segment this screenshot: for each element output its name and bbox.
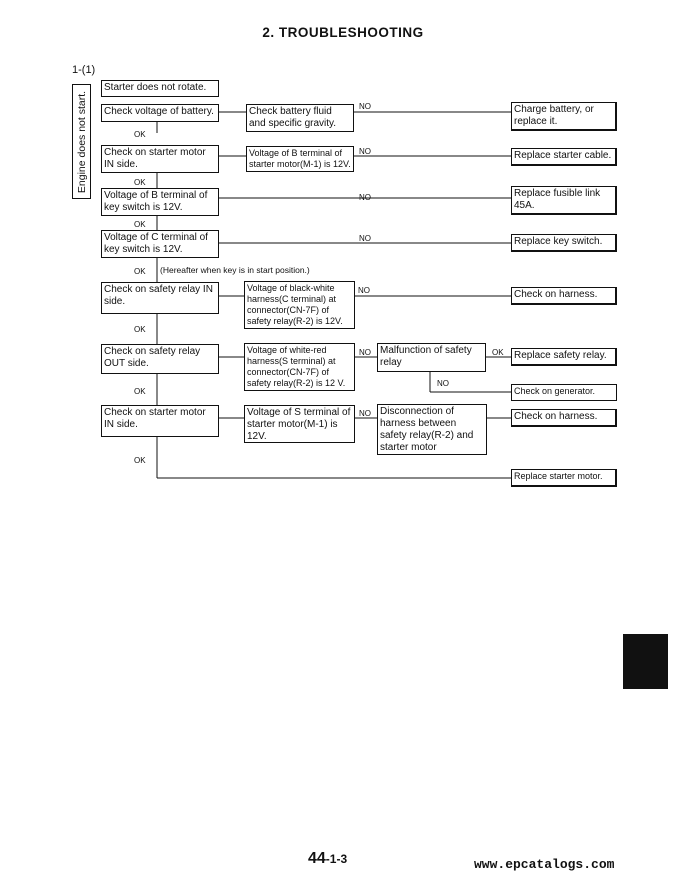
- box-c-terminal-key-switch: Voltage of C terminal of key switch is 12V.: [101, 230, 219, 258]
- box-b-terminal-starter: Voltage of B terminal of starter motor(M-1) is 12V.: [246, 146, 354, 172]
- page-title: 2. TROUBLESHOOTING: [262, 25, 424, 40]
- box-malfunction-safety-relay: Malfunction of safety relay: [377, 343, 486, 372]
- label-ok: OK: [134, 325, 146, 334]
- box-check-generator: Check on generator.: [511, 384, 617, 401]
- label-no: NO: [359, 409, 371, 418]
- label-no: NO: [359, 147, 371, 156]
- label-no: NO: [359, 102, 371, 111]
- page-number-sub: -1-3: [325, 852, 348, 866]
- box-disconnection-harness: Disconnection of harness between safety relay(R-2) and starter motor: [377, 404, 487, 455]
- box-check-safety-relay-in: Check on safety relay IN side.: [101, 282, 219, 314]
- box-replace-starter-motor: Replace starter motor.: [511, 469, 617, 487]
- symptom-label: Engine does not start.: [75, 90, 88, 193]
- box-replace-key-switch: Replace key switch.: [511, 234, 617, 252]
- label-no: NO: [359, 193, 371, 202]
- page-number: [308, 850, 347, 868]
- label-no: NO: [358, 286, 370, 295]
- box-black-white-harness: Voltage of black-white harness(C terminal) at connector(CN-7F) of safety relay(R-2) is 12V.: [244, 281, 355, 329]
- page-number-main: 44: [308, 850, 326, 867]
- box-charge-battery: Charge battery, or replace it.: [511, 102, 617, 131]
- label-ok: OK: [134, 178, 146, 187]
- box-starter-not-rotate: Starter does not rotate.: [101, 80, 219, 97]
- label-no: NO: [359, 348, 371, 357]
- label-ok: OK: [492, 348, 504, 357]
- box-s-terminal-starter: Voltage of S terminal of starter motor(M-1) is 12V.: [244, 405, 355, 443]
- label-no: NO: [437, 379, 449, 388]
- label-ok: OK: [134, 456, 146, 465]
- box-white-red-harness: Voltage of white-red harness(S terminal) at connector(CN-7F) of safety relay(R-2) is 12 V.: [244, 343, 355, 391]
- box-replace-fusible-link: Replace fusible link 45A.: [511, 186, 617, 215]
- label-ok: OK: [134, 130, 146, 139]
- box-check-starter-in-1: Check on starter motor IN side.: [101, 145, 219, 173]
- box-check-harness-1: Check on harness.: [511, 287, 617, 305]
- box-check-battery-fluid: Check battery fluid and specific gravity.: [246, 104, 354, 132]
- box-check-starter-in-2: Check on starter motor IN side.: [101, 405, 219, 437]
- label-ok: OK: [134, 220, 146, 229]
- box-check-safety-relay-out: Check on safety relay OUT side.: [101, 344, 219, 374]
- section-tab-marker: [623, 634, 668, 689]
- website-watermark: www.epcatalogs.com: [474, 857, 615, 872]
- label-ok: OK: [134, 387, 146, 396]
- box-check-battery-voltage: Check voltage of battery.: [101, 104, 219, 122]
- box-replace-starter-cable: Replace starter cable.: [511, 148, 617, 166]
- box-check-harness-2: Check on harness.: [511, 409, 617, 427]
- start-position-note: (Hereafter when key is in start position.): [160, 265, 310, 275]
- box-b-terminal-key-switch: Voltage of B terminal of key switch is 12V.: [101, 188, 219, 216]
- box-replace-safety-relay: Replace safety relay.: [511, 348, 617, 366]
- label-ok: OK: [134, 267, 146, 276]
- section-number: 1-(1): [72, 64, 96, 76]
- label-no: NO: [359, 234, 371, 243]
